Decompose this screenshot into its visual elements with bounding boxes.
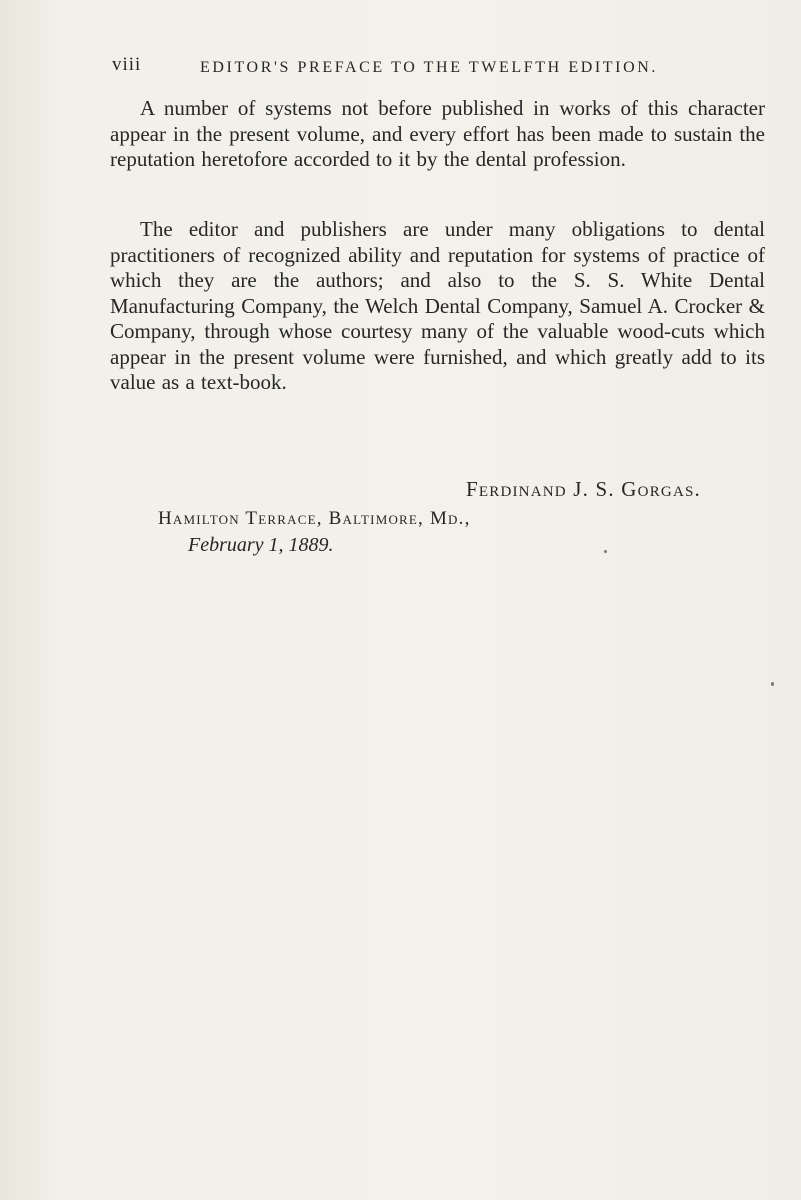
paper-speck <box>771 682 774 686</box>
signature-address: Hamilton Terrace, Baltimore, Md., <box>158 508 471 529</box>
preface-paragraph-2: The editor and publishers are under many obligations to dental practitioners of recognized ability and reputation for systems of practice of which they are the authors; and also to the S. S. White Dental Manufacturing Company, the Welch Dental Company, Samuel A. Crocker & Company, through whose courtesy many of the valuable wood-cuts which appear in the present volume were furnished, and which greatly add to its value as a text-book. <box>110 217 765 394</box>
paper-speck <box>604 550 607 553</box>
signature-date: February 1, 1889. <box>188 534 334 556</box>
signature-name: Ferdinand J. S. Gorgas. <box>466 477 701 501</box>
preface-paragraph-1: A number of systems not before published in works of this character appear in the present volume, and every effort has been made to sustain the reputation heretofore accorded to it by the dental profession. <box>110 96 765 171</box>
running-head: EDITOR'S PREFACE TO THE TWELFTH EDITION. <box>200 59 658 76</box>
page-number: viii <box>112 54 142 75</box>
